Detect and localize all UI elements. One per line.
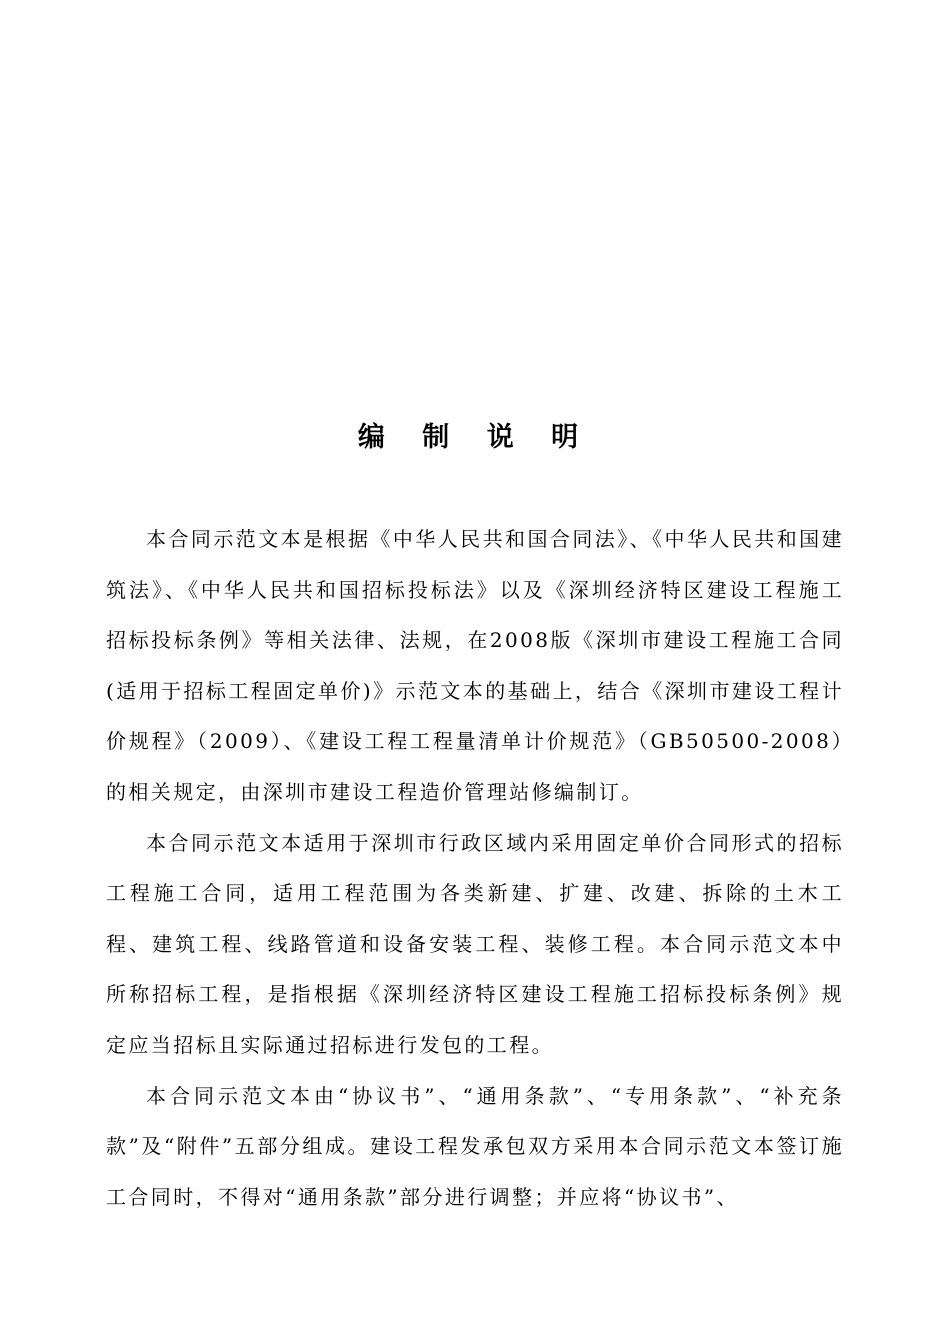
document-title: 编 制 说 明 [357, 422, 593, 453]
paragraph-basis: 本合同示范文本是根据《中华人民共和国合同法》、《中华人民共和国建筑法》、《中华人民共和国招标投标法》以及《深圳经济特区建设工程施工招标投标条例》等相关法律、法规，在2008版《深圳市建设工程施工合同(适用于招标工程固定单价)》示范文本的基础上，结合《深圳市建设工程计价规程》（2009）、《建设工程工程量清单计价规范》（GB50500-2008）的相关规定，由深圳市建设工程造价管理站修编制订。 [106, 527, 844, 804]
document-body [106, 514, 844, 1222]
paragraph-scope: 本合同示范文本适用于深圳市行政区域内采用固定单价合同形式的招标工程施工合同，适用工程范围为各类新建、扩建、改建、拆除的土木工程、建筑工程、线路管道和设备安装工程、装修工程。本合同示范文本中所称招标工程，是指根据《深圳经济特区建设工程施工招标投标条例》规定应当招标且实际通过招标进行发包的工程。 [106, 830, 844, 1057]
paragraph-composition: 本合同示范文本由“协议书”、“通用条款”、“专用条款”、“补充条款”及“附件”五部分组成。建设工程发承包双方采用本合同示范文本签订施工合同时，不得对“通用条款”部分进行调整；并应将“协议书”、 [106, 1083, 844, 1209]
